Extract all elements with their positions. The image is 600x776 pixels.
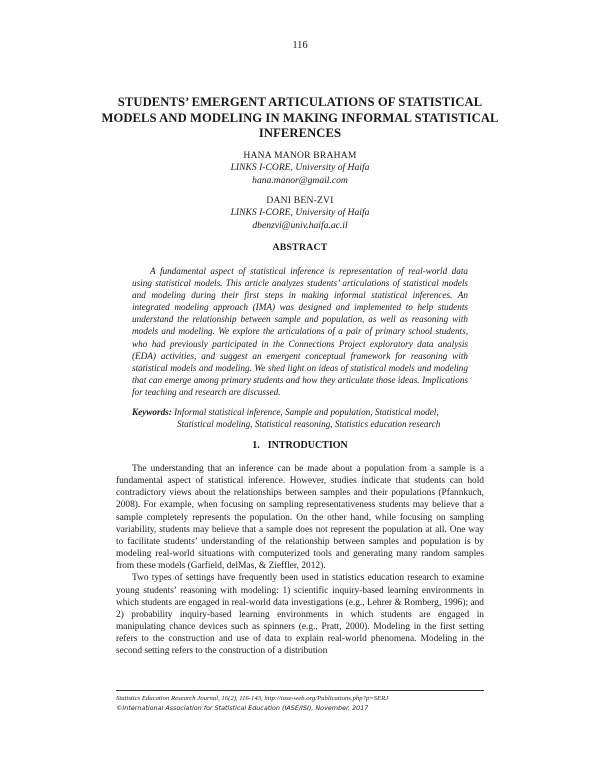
keywords-list: Informal statistical inference, Sample and population, Statistical model, Statistical modeling, Statistical reasoning, Statistics education research — [174, 407, 441, 430]
body-text — [116, 463, 484, 658]
author-block — [120, 150, 480, 187]
footnote — [116, 694, 516, 713]
section-title: INTRODUCTION — [267, 440, 348, 451]
abstract-heading: ABSTRACT — [272, 242, 328, 253]
section-heading — [0, 440, 600, 451]
paragraph: The understanding that an inference can be made about a population from a sample is a fundamental aspect of statistical inference. However, studies indicate that students can hold contradictory views about the relationships between samples and their populations (Pfannkuch, 2008). For example, when focusing on sampling representativeness students may believe that a sample completely represents the population. On the other hand, while focusing on sampling variability, students may believe that a sample does not represent the population at all. One way to facilitate students’ understanding of the relationship between samples and population is by modeling real-world situations with computerized tools and generating many random samples from these models (Garfield, delMas, & Zieffler, 2012). — [116, 464, 484, 572]
author-name: DANI BEN-ZVI — [266, 195, 334, 206]
page-number: 116 — [292, 40, 308, 51]
author-block — [120, 195, 480, 232]
abstract-text: A fundamental aspect of statistical inference is representation of real-world data using statistical models. This article analyzes students’ articulations of statistical models and modeling during their first steps in making informal statistical inferences. An integrated modeling approach (IMA) was designed and implemented to help students understand the relationship between sample and population, as well as reasoning with models and modeling. We explore the articulations of a pair of primary school students, who had previously participated in the Connections Project exploratory data analysis (EDA) activities, and suggest an emergent conceptual framework for reasoning with statistical models and modeling. We shed light on ideas of statistical models and modeling that can emerge among primary students and how they articulate those ideas. Implications for teaching and research are discussed. — [132, 266, 468, 397]
keywords — [132, 406, 468, 430]
author-email: hana.manor@gmail.com — [252, 174, 348, 186]
footnote-copyright: ©International Association for Statistical Education (IASE/ISI), November, 2017 — [116, 703, 369, 712]
author-affiliation: LINKS I-CORE, University of Haifa — [230, 162, 370, 174]
author-affiliation: LINKS I-CORE, University of Haifa — [230, 207, 370, 219]
keywords-label: Keywords: — [132, 407, 172, 417]
paper-title: STUDENTS’ EMERGENT ARTICULATIONS OF STATISTICAL MODELS AND MODELING IN MAKING INFORMAL STATISTICAL INFERENCES — [101, 95, 499, 140]
section-number: 1. — [252, 440, 260, 451]
footnote-rule — [116, 690, 484, 691]
paragraph: Two types of settings have frequently been used in statistics education research to examine young students’ reasoning with modeling: 1) scientific inquiry-based learning environments in which students are engaged in real-world data investigations (e.g., Lehrer & Romberg, 1996); and 2) probability inquiry-based learning environments in which students are engaged in manipulating chance devices such as spinners (e.g., Pratt, 2000). Modeling in the first setting refers to the construction and use of data to explain real-world phenomena. Modeling in the second setting refers to the construction of a distribution — [116, 573, 484, 657]
author-name: HANA MANOR BRAHAM — [243, 150, 357, 161]
author-email: dbenzvi@univ.haifa.ac.il — [252, 219, 348, 231]
footnote-citation: Statistics Education Research Journal, 16(2), 116-143, http://iase-web.org/Publications.php?p=SERJ — [116, 695, 389, 702]
